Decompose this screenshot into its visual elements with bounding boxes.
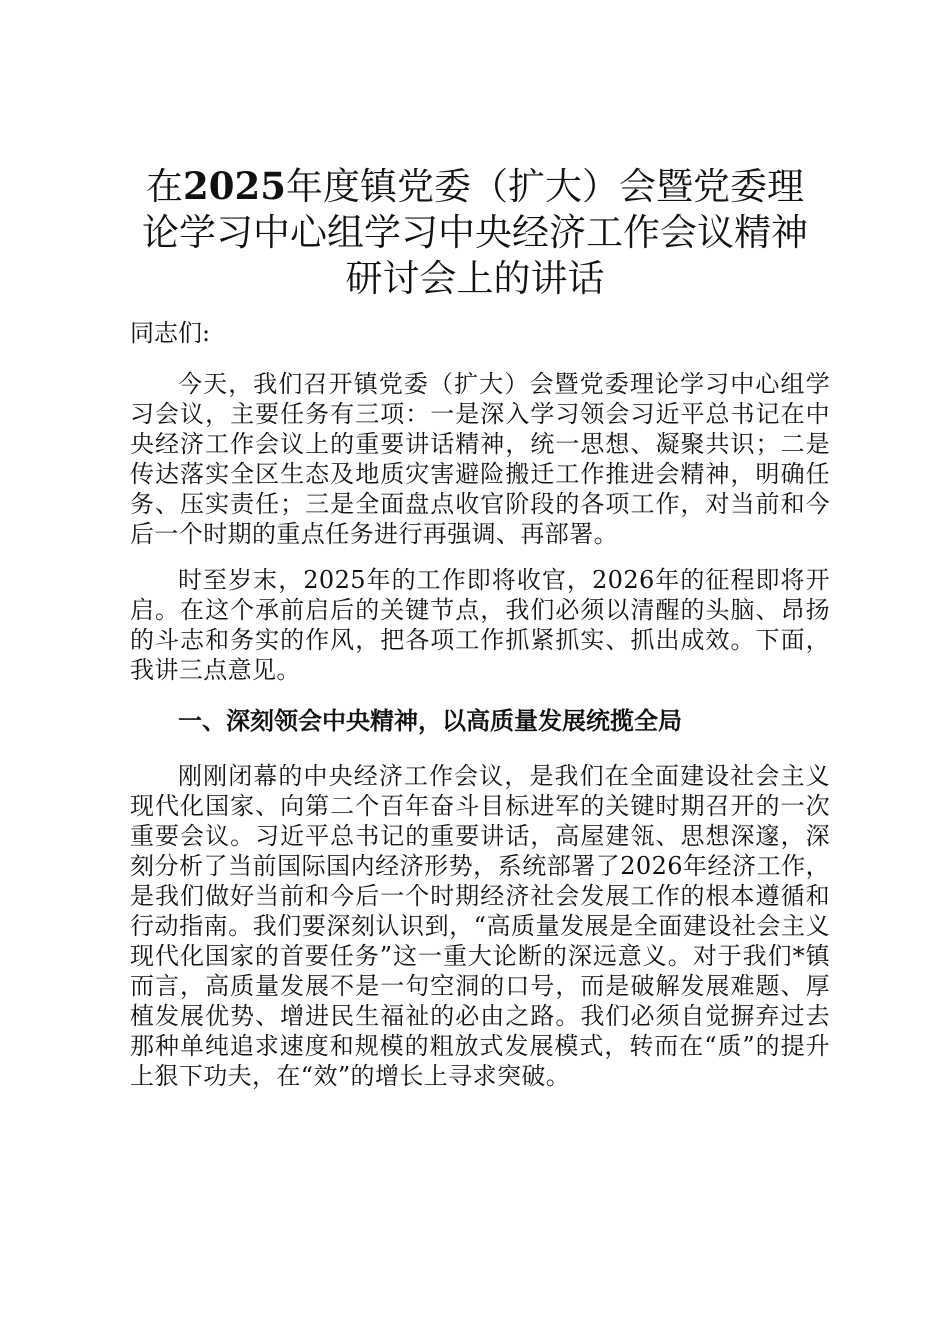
salutation: 同志们:: [130, 319, 211, 347]
paragraph-context: 时至岁末，2025年的工作即将收官，2026年的征程即将开启。在这个承前启后的关键节点，我们必须以清醒的头脑、昂扬的斗志和务实的作风，把各项工作抓紧抓实、抓出成效。下面，我讲三点意见。: [130, 566, 830, 684]
document-title: [130, 163, 820, 302]
title-rest: 年度镇党委（扩大）会暨党委理论学习中心组学习中央经济工作会议精神研讨会上的讲话: [142, 165, 808, 300]
title-prefix: 在: [146, 165, 183, 208]
paragraph-section-1: 刚刚闭幕的中央经济工作会议，是我们在全面建设社会主义现代化国家、向第二个百年奋斗目标进军的关键时期召开的一次重要会议。习近平总书记的重要讲话，高屋建瓴、思想深邃，深刻分析了当前国际国内经济形势，系统部署了2026年经济工作，是我们做好当前和今后一个时期经济社会发展工作的根本遵循和行动指南。我们要深刻认识到，“高质量发展是全面建设社会主义现代化国家的首要任务”这一重大论断的深远意义。对于我们*镇而言，高质量发展不是一句空洞的口号，而是破解发展难题、厚植发展优势、增进民生福祉的必由之路。我们必须自觉摒弃过去那种单纯追求速度和规模的粗放式发展模式，转而在“质”的提升上狠下功夫，在“效”的增长上寻求突破。: [130, 762, 830, 1090]
paragraph-intro: 今天，我们召开镇党委（扩大）会暨党委理论学习中心组学习会议，主要任务有三项：一是深入学习领会习近平总书记在中央经济工作会议上的重要讲话精神，统一思想、凝聚共识；二是传达落实全区生态及地质灾害避险搬迁工作推进会精神，明确任务、压实责任；三是全面盘点收官阶段的各项工作，对当前和今后一个时期的重点任务进行再强调、再部署。: [130, 370, 830, 548]
section-heading-1: 一、深刻领会中央精神，以高质量发展统揽全局: [178, 707, 682, 735]
title-year: 2025: [183, 164, 286, 208]
